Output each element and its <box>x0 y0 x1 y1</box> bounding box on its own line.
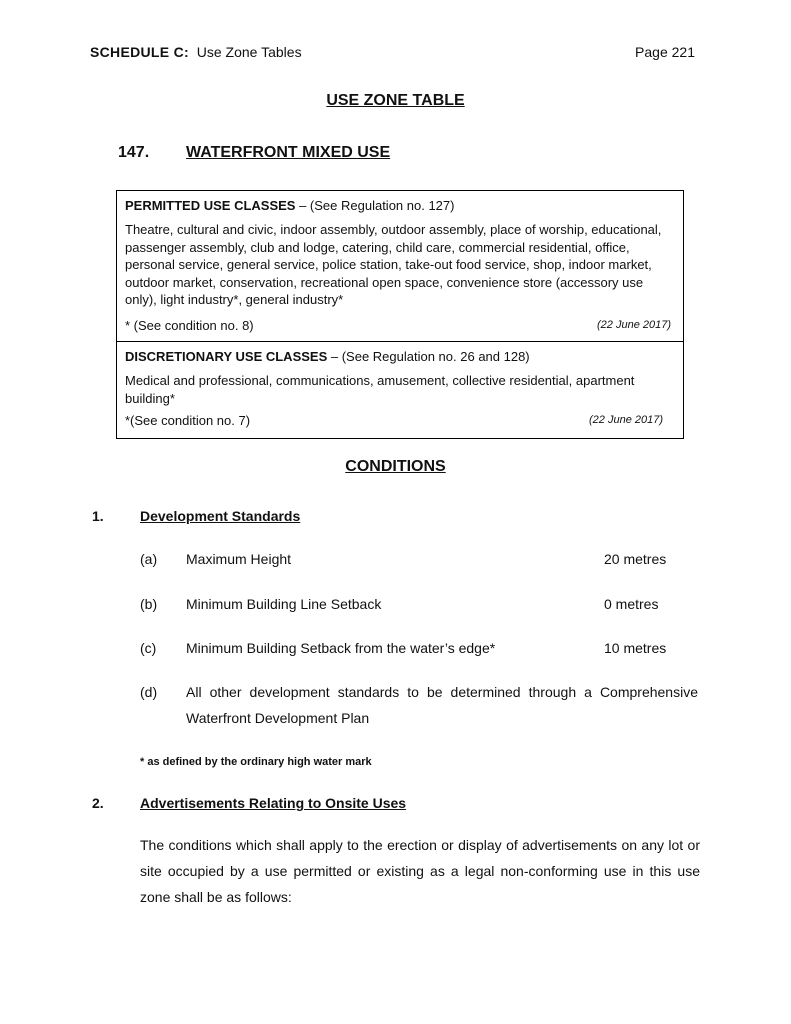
page-number: Page 221 <box>635 44 695 60</box>
permitted-date: (22 June 2017) <box>597 319 671 331</box>
permitted-heading-label: PERMITTED USE CLASSES <box>125 198 296 213</box>
discretionary-heading-ref: – (See Regulation no. 26 and 128) <box>327 349 530 364</box>
schedule-title: Use Zone Tables <box>196 44 302 60</box>
section-title: WATERFRONT MIXED USE <box>186 144 391 161</box>
item-a-value: 20 metres <box>604 551 667 567</box>
document-title: USE ZONE TABLE <box>326 92 465 109</box>
discretionary-body: Medical and professional, communications, amusement, collective residential, apartment building* <box>125 373 635 406</box>
item-c-value: 10 metres <box>604 640 667 656</box>
permitted-body: Theatre, cultural and civic, indoor assembly, outdoor assembly, place of worship, educational, passenger assembly, club and lodge, catering, child care, commercial residential, office, personal service, general service, police station, take-out food service, shop, indoor market, outdoor market, conservation, recreational open space, convenience store (accessory use only), light industry*, general industry* <box>125 222 662 307</box>
condition-2-title: Advertisements Relating to Onsite Uses <box>140 795 407 811</box>
discretionary-condition-row <box>125 412 663 430</box>
discretionary-date: (22 June 2017) <box>589 414 663 426</box>
page-header-left <box>90 44 302 60</box>
item-c-text: Minimum Building Setback from the water’s edge* <box>186 640 496 656</box>
permitted-condition-row <box>125 317 671 335</box>
permitted-heading <box>125 197 671 215</box>
footnote: * as defined by the ordinary high water mark <box>140 756 372 768</box>
item-b-text: Minimum Building Line Setback <box>186 596 382 612</box>
conditions-title: CONDITIONS <box>345 458 446 475</box>
schedule-label: SCHEDULE C: <box>90 44 189 60</box>
permitted-condition: * (See condition no. 8) <box>125 318 254 333</box>
item-a-letter: (a) <box>140 551 158 567</box>
discretionary-heading-label: DISCRETIONARY USE CLASSES <box>125 349 328 364</box>
discretionary-use-box <box>116 341 684 439</box>
item-c-letter: (c) <box>140 640 157 656</box>
item-d-text: All other development standards to be determined through a Comprehensive Waterfront Development Plan <box>186 684 698 726</box>
section-number: 147. <box>118 144 150 161</box>
condition-2-number: 2. <box>92 795 104 811</box>
item-b-letter: (b) <box>140 596 158 612</box>
condition-1-title: Development Standards <box>140 508 301 524</box>
discretionary-heading <box>125 348 671 366</box>
item-d-letter: (d) <box>140 684 158 700</box>
discretionary-condition: *(See condition no. 7) <box>125 413 251 428</box>
permitted-use-box <box>116 190 684 342</box>
permitted-heading-ref: – (See Regulation no. 127) <box>295 198 455 213</box>
condition-1-number: 1. <box>92 508 104 524</box>
item-a-text: Maximum Height <box>186 551 292 567</box>
condition-2-paragraph: The conditions which shall apply to the erection or display of advertisements on any lot or site occupied by a use permitted or existing as a legal non-conforming use in this use zone shall be as follows: <box>140 837 700 905</box>
item-b-value: 0 metres <box>604 596 659 612</box>
